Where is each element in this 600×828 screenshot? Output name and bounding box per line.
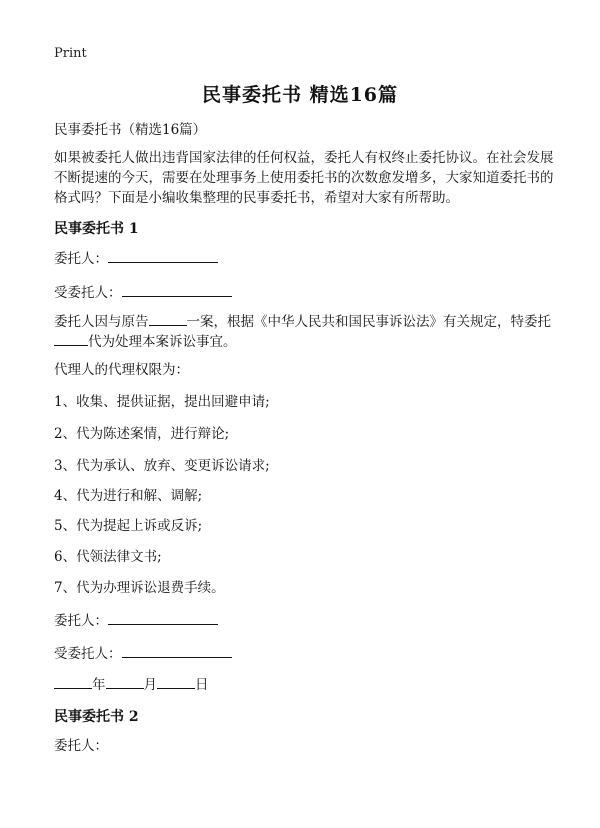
powers-intro: 代理人的代理权限为： [54,362,189,378]
case-line-1 [54,311,551,332]
principal-label: 委托人： [54,251,108,267]
agent-line-2 [54,643,232,664]
intro-paragraph: 如果被委托人做出违背国家法律的任何权益，委托人有权终止委托协议。在社会发展不断提速的今天，需要在处理事务上使用委托书的次数愈发增多，大家知道委托书的格式吗？下面是小编收集整理的民事委托书，希望对大家有所帮助。 [54,150,554,206]
principal-line [54,248,218,269]
year-blank [54,674,92,689]
date-line [54,674,209,695]
month-blank [106,674,144,689]
subtitle: 民事委托书（精选16篇） [54,122,207,138]
agent-name-blank [54,331,88,346]
power-item: 7、代为办理诉讼退费手续。 [54,580,225,596]
principal-blank-2 [108,610,218,625]
section-heading-2: 民事委托书 2 [54,709,139,725]
power-item: 3、代为承认、放弃、变更诉讼请求; [54,458,270,474]
agent-blank-2 [122,643,232,658]
case-line-2 [54,331,237,352]
case-text-c: 代为处理本案诉讼事宜。 [88,334,237,350]
section-heading-1: 民事委托书 1 [54,221,139,237]
day-blank [157,674,195,689]
power-item: 4、代为进行和解、调解; [54,488,203,504]
principal-blank [108,248,218,263]
print-link[interactable]: Print [54,46,87,61]
agent-blank [122,282,232,297]
plaintiff-blank [149,311,187,326]
date-day: 日 [195,677,209,693]
case-text-b: 一案，根据《中华人民共和国民事诉讼法》有关规定，特委托 [186,314,551,330]
section2-principal-label: 委托人： [54,738,108,754]
agent-label-2: 受委托人： [54,646,122,662]
case-text-a: 委托人因与原告 [54,314,149,330]
date-year: 年 [92,677,106,693]
agent-label: 受委托人： [54,285,122,301]
power-item: 1、收集、提供证据，提出回避申请; [54,394,270,410]
power-item: 6、代领法律文书; [54,549,162,565]
date-month: 月 [143,677,157,693]
page-title: 民事委托书 精选16篇 [201,84,399,106]
power-item: 5、代为提起上诉或反诉; [54,518,203,534]
principal-line-2 [54,610,218,631]
power-item: 2、代为陈述案情，进行辩论; [54,426,230,442]
principal-label-2: 委托人： [54,613,108,629]
agent-line [54,282,232,303]
